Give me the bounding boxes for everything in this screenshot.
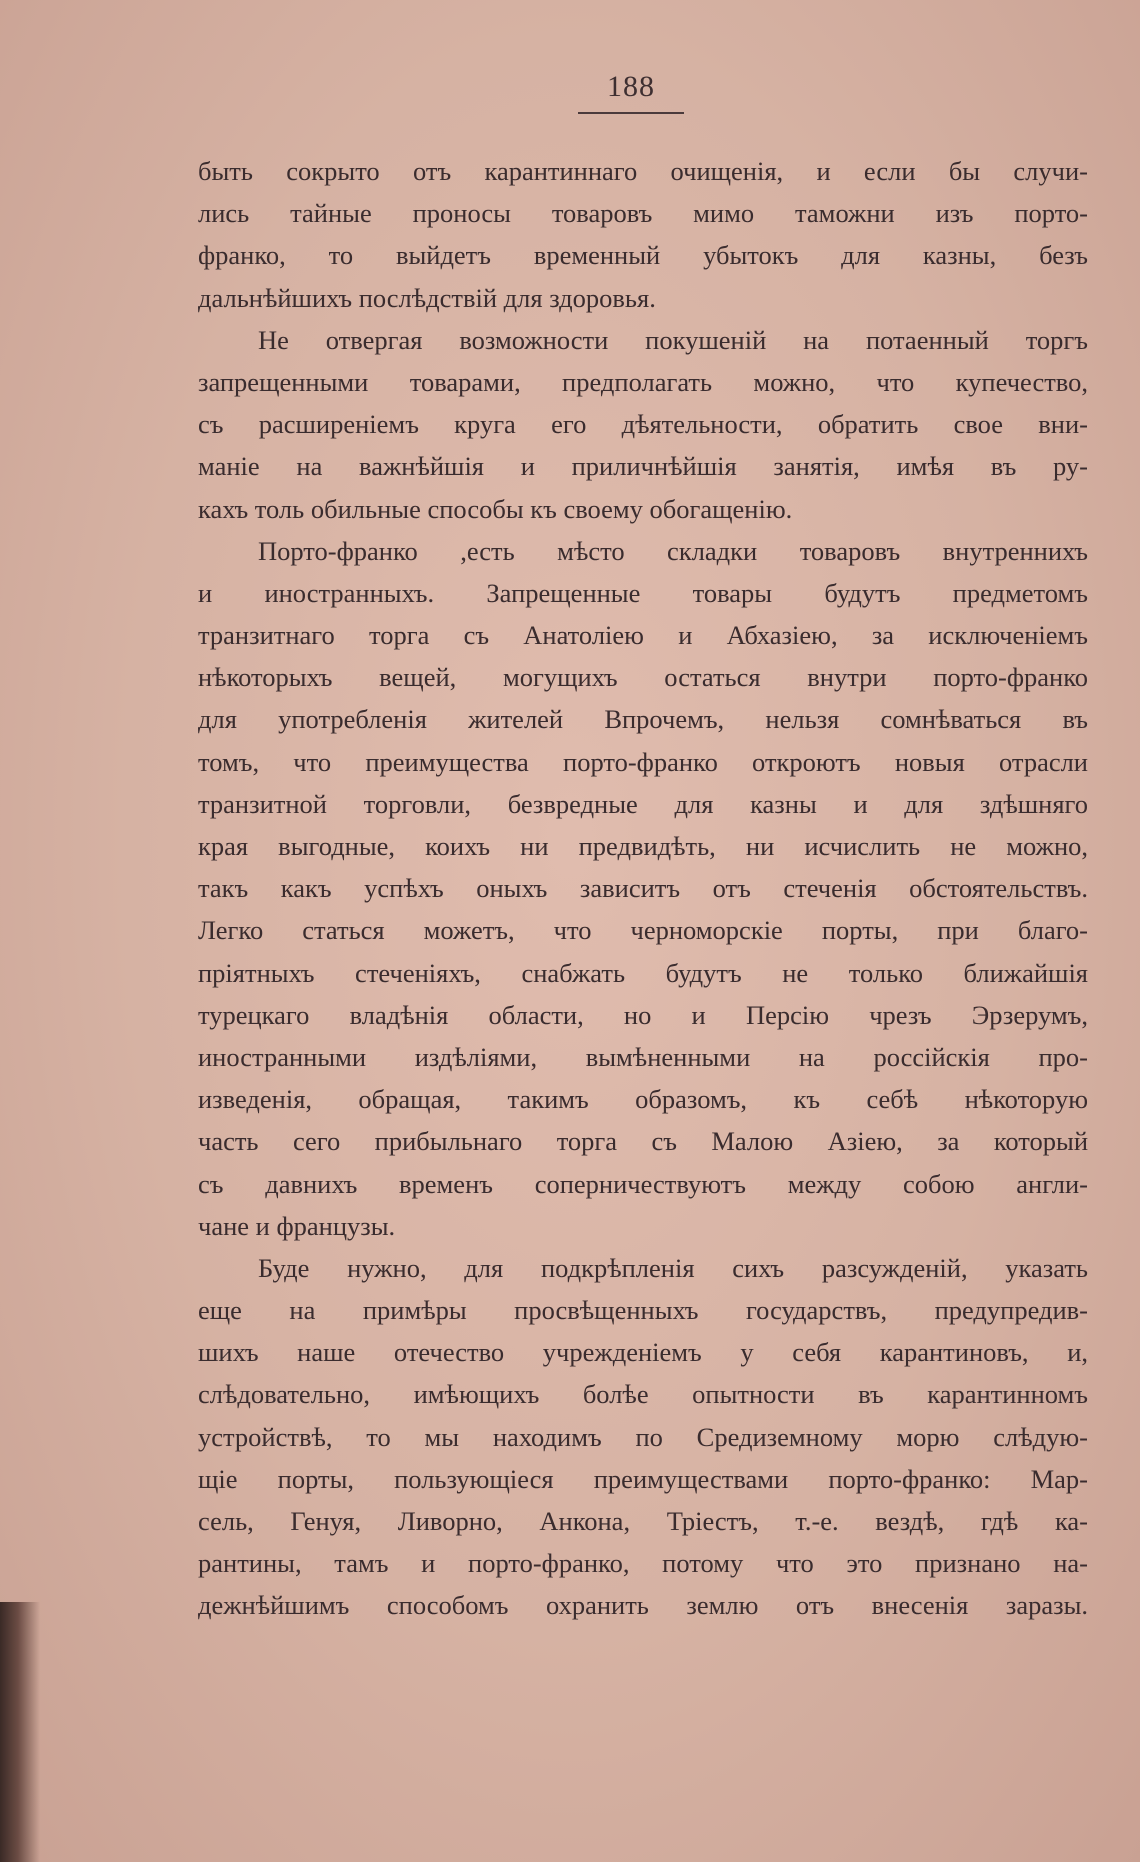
text-line: для употребленія жителей Впрочемъ, нельзя сомнѣваться въ bbox=[198, 704, 1088, 735]
text-line: и иностранныхъ. Запрещенные товары будутъ предметомъ bbox=[198, 577, 1088, 608]
paragraph-2 bbox=[198, 319, 1088, 530]
text-line: Порто-франко ,есть мѣсто складки товаровъ внутреннихъ bbox=[258, 535, 1088, 566]
page-number: 188 bbox=[607, 70, 655, 103]
paragraph-1 bbox=[198, 150, 1088, 319]
text-line: такъ какъ успѣхъ оныхъ зависитъ отъ стеченія обстоятельствъ. bbox=[198, 873, 1088, 904]
text-line: Не отвергая возможности покушеній на потаенный торгъ bbox=[258, 324, 1088, 355]
text-line: транзитной торговли, безвредные для казны и для здѣшняго bbox=[198, 788, 1088, 819]
text-line: дальнѣйшихъ послѣдствій для здоровья. bbox=[198, 282, 656, 313]
text-line: пріятныхъ стеченіяхъ, снабжать будутъ не только ближайшія bbox=[198, 957, 1088, 988]
text-line: турецкаго владѣнія области, но и Персію чрезъ Эрзерумъ, bbox=[198, 999, 1088, 1030]
paragraph-4 bbox=[198, 1247, 1088, 1627]
text-line: шихъ наше отечество учрежденіемъ у себя карантиновъ, и, bbox=[198, 1337, 1088, 1368]
text-line: нѣкоторыхъ вещей, могущихъ остаться внутри порто-франко bbox=[198, 662, 1088, 693]
text-line: чане и французы. bbox=[198, 1210, 396, 1241]
paragraph-3 bbox=[198, 530, 1088, 1247]
page-edge-shadow bbox=[0, 1602, 40, 1862]
text-line: съ расширеніемъ круга его дѣятельности, обратить свое вни- bbox=[198, 409, 1088, 440]
text-line: запрещенными товарами, предполагать можно, что купечество, bbox=[198, 366, 1088, 397]
text-line: дежнѣйшимъ способомъ охранить землю отъ внесенія заразы. bbox=[198, 1590, 1088, 1621]
text-line: съ давнихъ временъ соперничествуютъ между собою англи- bbox=[198, 1168, 1088, 1199]
body-text bbox=[198, 150, 1088, 1627]
text-line: иностранными издѣліями, вымѣненными на россійскія про- bbox=[198, 1041, 1088, 1072]
text-line: устройствѣ, то мы находимъ по Средиземному морю слѣдую- bbox=[198, 1421, 1088, 1452]
text-line: Легко статься можетъ, что черноморскіе порты, при благо- bbox=[198, 915, 1088, 946]
text-line: лись тайные проносы товаровъ мимо таможни изъ порто- bbox=[198, 198, 1088, 229]
text-line: еще на примѣры просвѣщенныхъ государствъ, предупредив- bbox=[198, 1295, 1088, 1326]
text-line: франко, то выйдетъ временный убытокъ для казны, безъ bbox=[198, 240, 1088, 271]
page-number-rule bbox=[578, 112, 684, 114]
text-line: транзитнаго торга съ Анатоліею и Абхазіею, за исключеніемъ bbox=[198, 620, 1088, 651]
text-line: маніе на важнѣйшія и приличнѣйшія занятія, имѣя въ ру- bbox=[198, 451, 1088, 482]
text-line: быть сокрыто отъ карантиннаго очищенія, и если бы случи- bbox=[198, 156, 1088, 186]
text-line: томъ, что преимущества порто-франко откроютъ новыя отрасли bbox=[198, 746, 1088, 777]
text-line: кахъ толь обильные способы къ своему обогащенію. bbox=[198, 493, 793, 524]
text-line: изведенія, обращая, такимъ образомъ, къ себѣ нѣкоторую bbox=[198, 1084, 1088, 1115]
text-line: края выгодные, коихъ ни предвидѣть, ни исчислить не можно, bbox=[198, 831, 1088, 861]
text-line: сель, Генуя, Ливорно, Анкона, Тріестъ, т.-е. вездѣ, гдѣ ка- bbox=[198, 1506, 1088, 1536]
text-line: Буде нужно, для подкрѣпленія сихъ разсужденій, указать bbox=[258, 1252, 1088, 1283]
text-line: щіе порты, пользующіеся преимуществами порто-франко: Мар- bbox=[198, 1463, 1088, 1494]
text-line: рантины, тамъ и порто-франко, потому что это признано на- bbox=[198, 1548, 1088, 1579]
text-line: часть сего прибыльнаго торга съ Малою Азіею, за который bbox=[198, 1126, 1088, 1157]
text-line: слѣдовательно, имѣющихъ болѣе опытности въ карантинномъ bbox=[198, 1379, 1088, 1410]
